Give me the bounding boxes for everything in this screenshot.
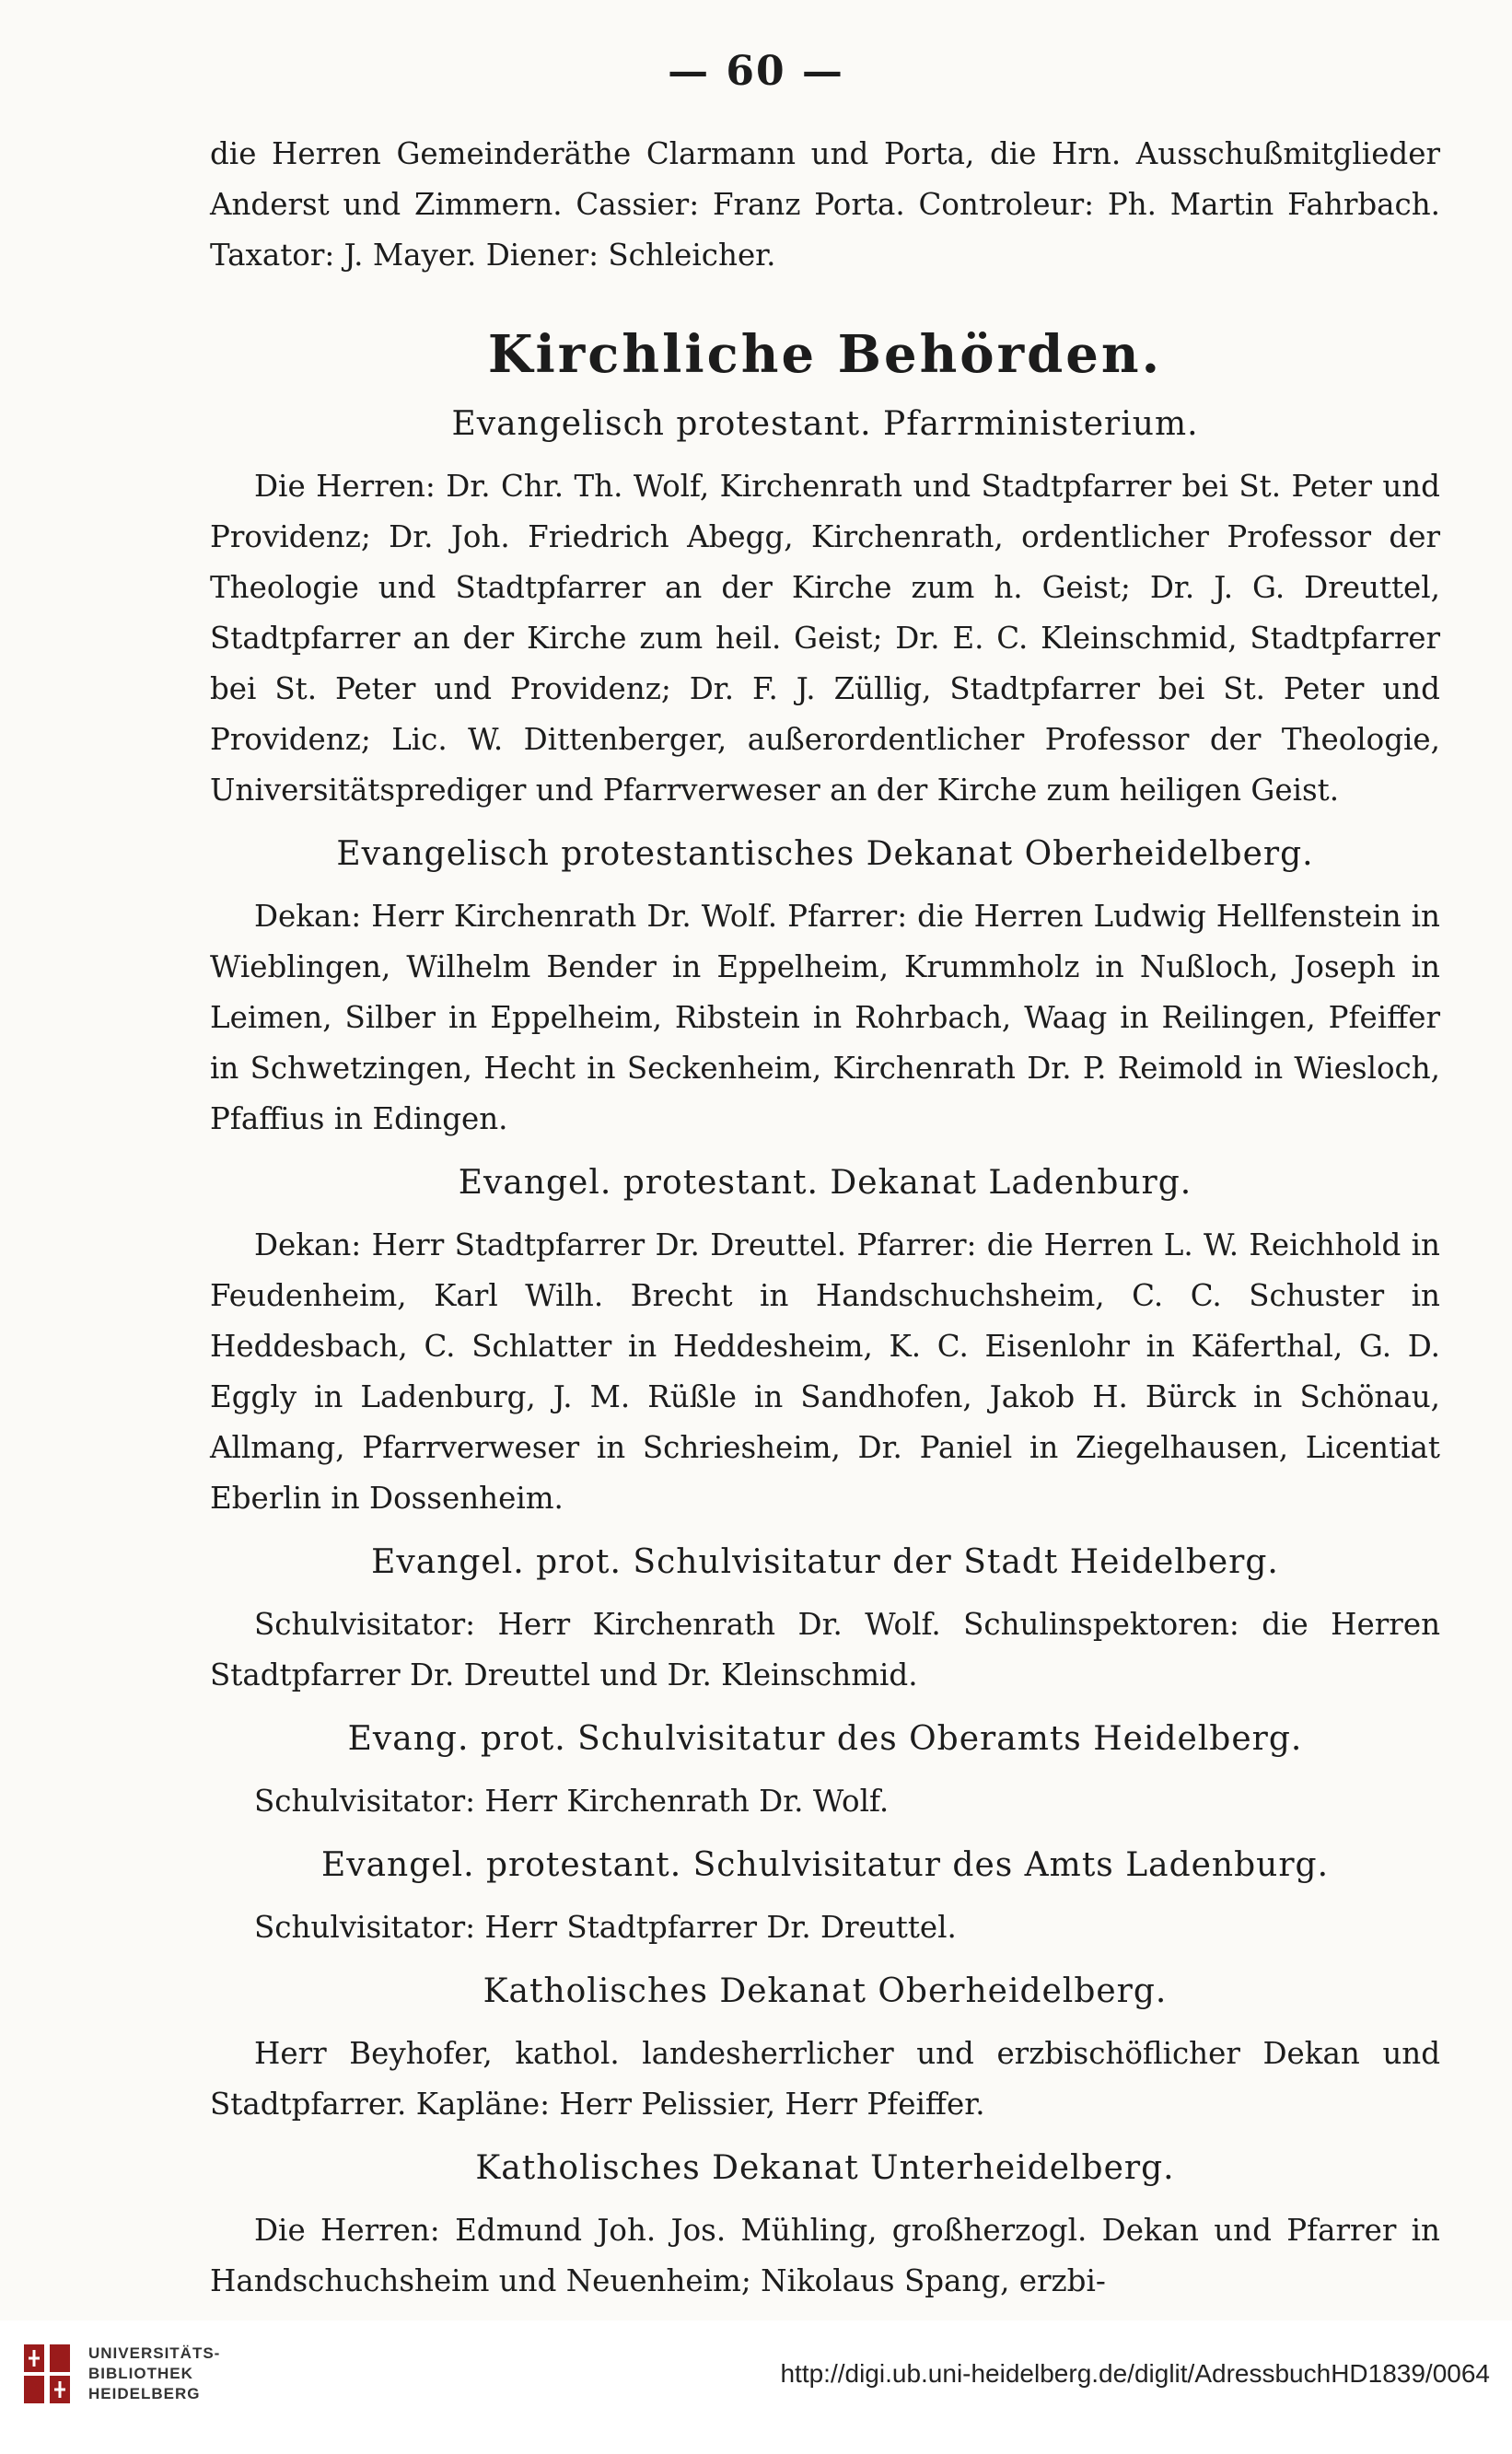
section-dekanat-oberheidelberg bbox=[210, 829, 1440, 1145]
section-heading: Evangel. prot. Schulvisitatur der Stadt Heidelberg. bbox=[371, 1543, 1279, 1581]
library-name-line: BIBLIOTHEK bbox=[88, 2365, 193, 2382]
section-text: Herr Beyhofer, kathol. landesherrlicher und erzbischöflicher Dekan und Stadtpfarrer. Kapläne: Herr Pelissier, Herr Pfeiffer. bbox=[210, 2036, 1440, 2122]
source-url-link[interactable]: http://digi.ub.uni-heidelberg.de/diglit/AdressbuchHD1839/0064 bbox=[780, 2359, 1490, 2388]
section-kath-oberheidelberg bbox=[210, 1966, 1440, 2130]
section-text: Schulvisitator: Herr Kirchenrath Dr. Wolf. bbox=[254, 1784, 890, 1819]
library-name-line: HEIDELBERG bbox=[88, 2385, 201, 2402]
section-heading: Evangelisch protestant. Pfarrministerium. bbox=[451, 405, 1199, 443]
library-seal-icon bbox=[22, 2339, 72, 2409]
section-kath-unterheidelberg bbox=[210, 2143, 1440, 2307]
main-heading: Kirchliche Behörden. bbox=[487, 324, 1163, 385]
section-heading: Katholisches Dekanat Oberheidelberg. bbox=[483, 1972, 1168, 2010]
footer-bar bbox=[0, 2320, 1512, 2454]
section-schulvisitatur-amt-ladenburg bbox=[210, 1840, 1440, 1953]
library-name bbox=[88, 2344, 220, 2404]
library-name-line: UNIVERSITÄTS- bbox=[88, 2344, 221, 2362]
section-heading: Evang. prot. Schulvisitatur des Oberamts Heidelberg. bbox=[347, 1720, 1303, 1758]
section-text: Die Herren: Dr. Chr. Th. Wolf, Kirchenrath und Stadtpfarrer bei St. Peter und Providenz; Dr. Joh. Friedrich Abegg, Kirchenrath, ordentlicher Professor der Theologie und Stadtpfarrer an der Kirche zum h. Geist; Dr. J. G. Dreuttel, Stadtpfarrer an der Kirche zum heil. Geist; Dr. E. C. Kleinschmid, Stadtpfarrer bei St. Peter und Providenz; Dr. F. J. Züllig, Stadtpfarrer bei St. Peter und Providenz; Lic. W. Dittenberger, außerordentlicher Professor der Theologie, Universitätsprediger und Pfarrverweser an der Kirche zum heiligen Geist. bbox=[210, 469, 1440, 808]
section-schulvisitatur-stadt bbox=[210, 1537, 1440, 1701]
intro-paragraph: die Herren Gemeinderäthe Clarmann und Porta, die Hrn. Ausschußmitglieder Anderst und Zimmern. Cassier: Franz Porta. Controleur: Ph. Martin Fahrbach. Taxator: J. Mayer. Diener: Schleicher. bbox=[210, 136, 1440, 273]
library-logo[interactable] bbox=[22, 2339, 220, 2409]
section-pfarrministerium bbox=[210, 399, 1440, 816]
section-text: Dekan: Herr Kirchenrath Dr. Wolf. Pfarrer: die Herren Ludwig Hellfenstein in Wieblingen, Wilhelm Bender in Eppelheim, Krummholz in Nußloch, Joseph in Leimen, Silber in Eppelheim, Ribstein in Rohrbach, Waag in Reilingen, Pfeiffer in Schwetzingen, Hecht in Seckenheim, Kirchenrath Dr. P. Reimold in Wiesloch, Pfaffius in Edingen. bbox=[210, 899, 1440, 1136]
section-text: Die Herren: Edmund Joh. Jos. Mühling, großherzogl. Dekan und Pfarrer in Handschuchsheim und Neuenheim; Nikolaus Spang, erzbi- bbox=[210, 2213, 1440, 2298]
section-dekanat-ladenburg bbox=[210, 1157, 1440, 1524]
page-content bbox=[210, 129, 1440, 2307]
section-schulvisitatur-oberamt bbox=[210, 1714, 1440, 1827]
page-number: — 60 — bbox=[668, 48, 844, 95]
section-text: Schulvisitator: Herr Kirchenrath Dr. Wolf. Schulinspektoren: die Herren Stadtpfarrer Dr. Dreuttel und Dr. Kleinschmid. bbox=[210, 1607, 1440, 1692]
section-heading: Evangel. protestant. Dekanat Ladenburg. bbox=[458, 1164, 1192, 1202]
section-heading: Evangel. protestant. Schulvisitatur des Amts Ladenburg. bbox=[320, 1846, 1330, 1884]
section-heading: Evangelisch protestantisches Dekanat Oberheidelberg. bbox=[336, 835, 1314, 873]
section-text: Dekan: Herr Stadtpfarrer Dr. Dreuttel. Pfarrer: die Herren L. W. Reichhold in Feudenheim, Karl Wilh. Brecht in Handschuchsheim, C. C. Schuster in Heddesbach, C. Schlatter in Heddesheim, K. C. Eisenlohr in Käferthal, G. D. Eggly in Ladenburg, J. M. Rüßle in Sandhofen, Jakob H. Bürck in Schönau, Allmang, Pfarrverweser in Schriesheim, Dr. Paniel in Ziegelhausen, Licentiat Eberlin in Dossenheim. bbox=[210, 1227, 1440, 1516]
section-text: Schulvisitator: Herr Stadtpfarrer Dr. Dreuttel. bbox=[254, 1910, 957, 1945]
section-heading: Katholisches Dekanat Unterheidelberg. bbox=[475, 2149, 1175, 2187]
